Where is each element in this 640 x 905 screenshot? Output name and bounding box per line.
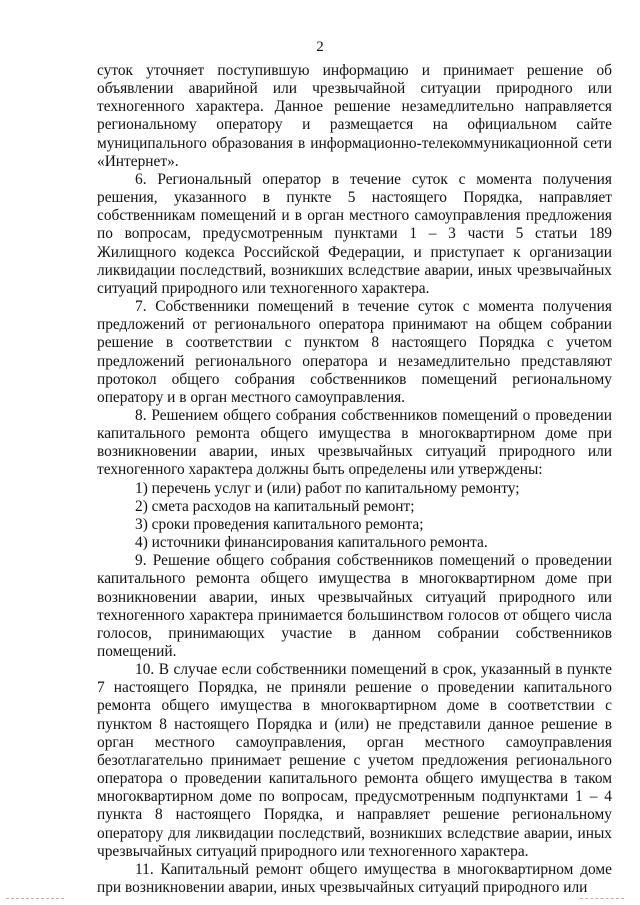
paragraph-9: 9. Решение общего собрания собственников помещений о проведении капитального ремонта общего имущества в многоквартирном доме при возникновении аварии, иных чрезвычайных ситуаций природного или техногенного характера принимается большинством голосов от общего числа голосов, принимающих участие в данном собрании собственников помещений.: [97, 552, 612, 660]
paragraph-8: 8. Решением общего собрания собственников помещений о проведении капитального ремонта общего имущества в многоквартирном доме при возникновении аварии, иных чрезвычайных ситуаций природного или техногенного характера должны быть определены или утверждены:: [97, 406, 612, 479]
scan-edge-marks: [0, 896, 640, 905]
scan-mark-right: [580, 898, 624, 901]
document-body: [97, 62, 612, 897]
list-item-3: 3) сроки проведения капитального ремонта;: [135, 515, 424, 533]
scan-mark-left: [6, 898, 64, 901]
list-item-4: 4) источники финансирования капитального ремонта.: [135, 534, 488, 552]
page-number: 2: [316, 39, 324, 55]
paragraph-11: 11. Капитальный ремонт общего имущества в многоквартирном доме при возникновении аварии, иных чрезвычайных ситуаций природного или: [97, 860, 612, 897]
paragraph-continuation: суток уточняет поступившую информацию и принимает решение об объявлении аварийной или чрезвычайной ситуации природного или техногенного характера. Данное решение незамедлительно направляется региональному оператору и размещается на официальном сайте муниципального образования в информационно-телекоммуникационной сети «Интернет».: [97, 62, 612, 170]
list-item-1: 1) перечень услуг и (или) работ по капитальному ремонту;: [135, 479, 520, 497]
paragraph-10: 10. В случае если собственники помещений в срок, указанный в пункте 7 настоящего Порядка, не приняли решение о проведении капитального ремонта общего имущества в многоквартирном доме в соответствии с пунктом 8 настоящего Порядка и (или) не представили данное решение в орган местного самоуправления, орган местного самоуправления безотлагательно принимает решение с учетом предложения регионального оператора о проведении капитального ремонта общего имущества в таком многоквартирном доме по вопросам, предусмотренным подпунктами 1 – 4 пункта 8 настоящего Порядка, и направляет решение региональному оператору для ликвидации последствий, возникших вследствие аварии, иных чрезвычайных ситуаций природного или техногенного характера.: [97, 661, 612, 860]
paragraph-7: 7. Собственники помещений в течение суток с момента получения предложений от регионального оператора принимают на общем собрании решение в соответствии с пунктом 8 настоящего Порядка с учетом предложений регионального оператора и незамедлительно представляют протокол общего собрания собственников помещений региональному оператору и в орган местного самоуправления.: [97, 298, 612, 406]
paragraph-6: 6. Региональный оператор в течение суток с момента получения решения, указанного в пункте 5 настоящего Порядка, направляет собственникам помещений и в орган местного самоуправления предложения по вопросам, предусмотренным пунктами 1 – 3 части 5 статьи 189 Жилищного кодекса Российской Федерации, и приступает к организации ликвидации последствий, возникших вследствие аварии, иных чрезвычайных ситуаций природного или техногенного характера.: [97, 170, 612, 297]
list-item-2: 2) смета расходов на капитальный ремонт;: [135, 497, 415, 515]
